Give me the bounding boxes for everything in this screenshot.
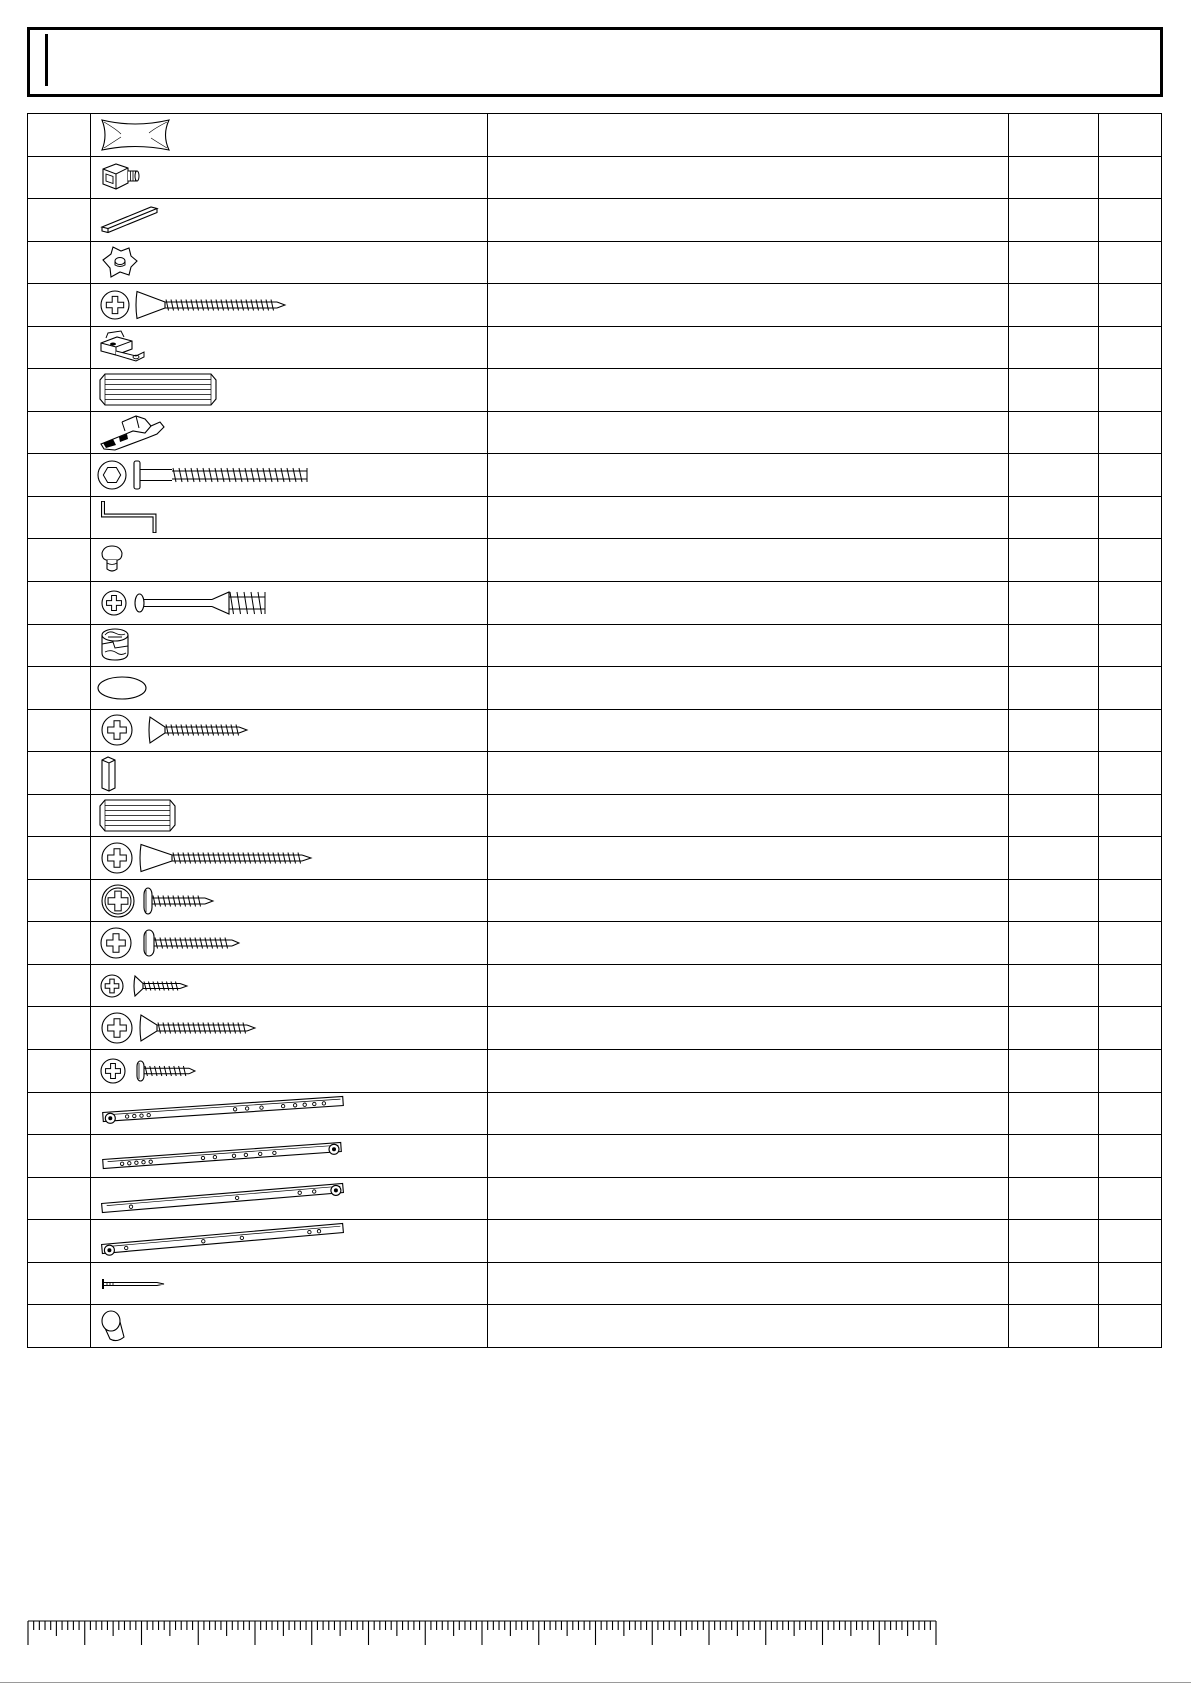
part-quantity-cell <box>1009 1262 1099 1305</box>
part-number-cell <box>28 114 91 157</box>
ruler-ticks <box>28 1621 936 1645</box>
part-quantity-cell <box>1009 1092 1099 1135</box>
part-image-cell <box>91 284 488 327</box>
part-description-cell <box>488 1262 1009 1305</box>
part-check-cell <box>1099 879 1162 922</box>
part-description-cell <box>488 241 1009 284</box>
part-image-cell <box>91 241 488 284</box>
part-quantity-cell <box>1009 922 1099 965</box>
part-image-cell <box>91 1220 488 1263</box>
part-number-cell <box>28 1262 91 1305</box>
part-check-cell <box>1099 496 1162 539</box>
parts-row <box>28 837 1162 880</box>
part-quantity-cell <box>1009 454 1099 497</box>
part-number-cell <box>28 156 91 199</box>
part-number-cell <box>28 922 91 965</box>
part-quantity-cell <box>1009 156 1099 199</box>
part-check-cell <box>1099 369 1162 412</box>
part-number-cell <box>28 411 91 454</box>
countersunk-screw-short-icon <box>91 966 486 1006</box>
parts-row <box>28 369 1162 412</box>
title-box <box>27 27 1163 97</box>
parts-row <box>28 709 1162 752</box>
hinge-mounting-plate-icon <box>91 328 486 368</box>
part-description-cell <box>488 1177 1009 1220</box>
part-number-cell <box>28 794 91 837</box>
part-quantity-cell <box>1009 411 1099 454</box>
part-number-cell <box>28 1135 91 1178</box>
part-description-cell <box>488 454 1009 497</box>
countersunk-screw-icon <box>91 710 486 750</box>
part-description-cell <box>488 1007 1009 1050</box>
part-quantity-cell <box>1009 284 1099 327</box>
handle-icon <box>91 200 486 240</box>
part-number-cell <box>28 709 91 752</box>
part-image-cell <box>91 964 488 1007</box>
part-check-cell <box>1099 667 1162 710</box>
part-description-cell <box>488 1220 1009 1263</box>
measurement-ruler <box>27 1620 937 1648</box>
part-image-cell <box>91 794 488 837</box>
part-check-cell <box>1099 837 1162 880</box>
part-description-cell <box>488 794 1009 837</box>
part-check-cell <box>1099 284 1162 327</box>
part-number-cell <box>28 539 91 582</box>
cam-lock-icon <box>91 625 486 665</box>
part-quantity-cell <box>1009 624 1099 667</box>
nail-icon <box>91 1264 486 1304</box>
part-number-cell <box>28 1177 91 1220</box>
part-number-cell <box>28 1305 91 1348</box>
part-check-cell <box>1099 794 1162 837</box>
parts-row <box>28 241 1162 284</box>
countersunk-screw-extra-long-icon <box>91 838 486 878</box>
parts-row <box>28 284 1162 327</box>
parts-row <box>28 411 1162 454</box>
countersunk-screw-medium-icon <box>91 1008 486 1048</box>
part-check-cell <box>1099 411 1162 454</box>
part-check-cell <box>1099 1092 1162 1135</box>
parts-row <box>28 326 1162 369</box>
part-check-cell <box>1099 1007 1162 1050</box>
pan-head-screw-short-icon <box>91 1051 486 1091</box>
part-check-cell <box>1099 582 1162 625</box>
bumper-pad-icon <box>91 1306 486 1346</box>
part-description-cell <box>488 114 1009 157</box>
part-image-cell <box>91 539 488 582</box>
part-description-cell <box>488 1050 1009 1093</box>
parts-row <box>28 1305 1162 1348</box>
part-image-cell <box>91 411 488 454</box>
part-quantity-cell <box>1009 199 1099 242</box>
part-description-cell <box>488 752 1009 795</box>
page-edge-line <box>0 1682 1191 1683</box>
part-description-cell <box>488 284 1009 327</box>
part-description-cell <box>488 964 1009 1007</box>
part-number-cell <box>28 879 91 922</box>
square-peg-icon <box>91 753 486 793</box>
connector-fitting-icon <box>91 157 486 197</box>
part-description-cell <box>488 922 1009 965</box>
part-check-cell <box>1099 326 1162 369</box>
part-quantity-cell <box>1009 1220 1099 1263</box>
part-image-cell <box>91 582 488 625</box>
part-check-cell <box>1099 1050 1162 1093</box>
part-check-cell <box>1099 964 1162 1007</box>
parts-row <box>28 156 1162 199</box>
part-number-cell <box>28 837 91 880</box>
part-quantity-cell <box>1009 1050 1099 1093</box>
drawer-slide-rail-c-icon <box>91 1178 486 1218</box>
part-image-cell <box>91 752 488 795</box>
part-image-cell <box>91 156 488 199</box>
part-quantity-cell <box>1009 369 1099 412</box>
part-quantity-cell <box>1009 1007 1099 1050</box>
parts-row <box>28 1007 1162 1050</box>
tee-nut-icon <box>91 242 486 282</box>
part-check-cell <box>1099 752 1162 795</box>
parts-row <box>28 1262 1162 1305</box>
parts-table-body <box>28 114 1162 1348</box>
concealed-hinge-icon <box>91 413 486 453</box>
parts-row <box>28 1220 1162 1263</box>
part-image-cell <box>91 1050 488 1093</box>
part-description-cell <box>488 624 1009 667</box>
part-check-cell <box>1099 156 1162 199</box>
part-number-cell <box>28 496 91 539</box>
part-quantity-cell <box>1009 496 1099 539</box>
part-image-cell <box>91 199 488 242</box>
parts-row <box>28 1092 1162 1135</box>
part-number-cell <box>28 454 91 497</box>
pan-head-screw-icon <box>91 923 486 963</box>
parts-row <box>28 199 1162 242</box>
parts-row <box>28 879 1162 922</box>
part-number-cell <box>28 667 91 710</box>
part-check-cell <box>1099 1220 1162 1263</box>
part-check-cell <box>1099 624 1162 667</box>
part-image-cell <box>91 1007 488 1050</box>
title-accent-bar <box>45 34 48 86</box>
part-check-cell <box>1099 114 1162 157</box>
hex-connector-bolt-icon <box>91 455 486 495</box>
part-number-cell <box>28 1092 91 1135</box>
cam-bolt-icon <box>91 583 486 623</box>
part-quantity-cell <box>1009 582 1099 625</box>
part-image-cell <box>91 879 488 922</box>
part-image-cell <box>91 837 488 880</box>
part-image-cell <box>91 922 488 965</box>
part-quantity-cell <box>1009 326 1099 369</box>
parts-row <box>28 582 1162 625</box>
parts-table <box>27 113 1162 1348</box>
part-description-cell <box>488 411 1009 454</box>
part-number-cell <box>28 284 91 327</box>
part-description-cell <box>488 369 1009 412</box>
part-description-cell <box>488 1305 1009 1348</box>
parts-row <box>28 1050 1162 1093</box>
part-description-cell <box>488 837 1009 880</box>
part-description-cell <box>488 156 1009 199</box>
fabric-sheet-icon <box>91 115 486 155</box>
part-description-cell <box>488 1092 1009 1135</box>
parts-row <box>28 752 1162 795</box>
part-description-cell <box>488 1135 1009 1178</box>
part-image-cell <box>91 496 488 539</box>
part-number-cell <box>28 1007 91 1050</box>
parts-row <box>28 922 1162 965</box>
part-image-cell <box>91 667 488 710</box>
allen-key-icon <box>91 498 486 538</box>
part-number-cell <box>28 582 91 625</box>
part-description-cell <box>488 496 1009 539</box>
part-check-cell <box>1099 709 1162 752</box>
parts-row <box>28 114 1162 157</box>
part-quantity-cell <box>1009 241 1099 284</box>
wooden-dowel-small-icon <box>91 796 486 836</box>
wafer-head-screw-icon <box>91 881 486 921</box>
part-image-cell <box>91 1092 488 1135</box>
part-number-cell <box>28 326 91 369</box>
part-image-cell <box>91 624 488 667</box>
part-description-cell <box>488 326 1009 369</box>
parts-row <box>28 667 1162 710</box>
part-quantity-cell <box>1009 709 1099 752</box>
drawer-slide-rail-d-icon <box>91 1221 486 1261</box>
part-description-cell <box>488 199 1009 242</box>
part-quantity-cell <box>1009 667 1099 710</box>
part-number-cell <box>28 369 91 412</box>
parts-row <box>28 496 1162 539</box>
part-image-cell <box>91 114 488 157</box>
part-check-cell <box>1099 922 1162 965</box>
part-check-cell <box>1099 1305 1162 1348</box>
part-check-cell <box>1099 1177 1162 1220</box>
part-check-cell <box>1099 1135 1162 1178</box>
part-quantity-cell <box>1009 964 1099 1007</box>
part-image-cell <box>91 369 488 412</box>
drawer-slide-rail-b-icon <box>91 1136 486 1176</box>
part-image-cell <box>91 1262 488 1305</box>
part-description-cell <box>488 539 1009 582</box>
part-number-cell <box>28 1220 91 1263</box>
drawer-slide-rail-a-icon <box>91 1093 486 1133</box>
cover-cap-icon <box>91 668 486 708</box>
wooden-dowel-large-icon <box>91 370 486 410</box>
part-quantity-cell <box>1009 794 1099 837</box>
parts-row <box>28 454 1162 497</box>
part-image-cell <box>91 454 488 497</box>
part-check-cell <box>1099 1262 1162 1305</box>
shelf-support-pin-icon <box>91 540 486 580</box>
parts-row <box>28 1135 1162 1178</box>
part-check-cell <box>1099 241 1162 284</box>
parts-row <box>28 1177 1162 1220</box>
part-description-cell <box>488 879 1009 922</box>
part-number-cell <box>28 241 91 284</box>
countersunk-screw-long-icon <box>91 285 486 325</box>
part-number-cell <box>28 199 91 242</box>
parts-row <box>28 624 1162 667</box>
part-image-cell <box>91 1305 488 1348</box>
part-description-cell <box>488 667 1009 710</box>
parts-row <box>28 794 1162 837</box>
parts-row <box>28 964 1162 1007</box>
part-quantity-cell <box>1009 837 1099 880</box>
part-image-cell <box>91 1177 488 1220</box>
part-description-cell <box>488 709 1009 752</box>
part-quantity-cell <box>1009 752 1099 795</box>
part-quantity-cell <box>1009 1305 1099 1348</box>
part-number-cell <box>28 964 91 1007</box>
part-quantity-cell <box>1009 879 1099 922</box>
part-check-cell <box>1099 199 1162 242</box>
part-description-cell <box>488 582 1009 625</box>
parts-row <box>28 539 1162 582</box>
part-check-cell <box>1099 539 1162 582</box>
part-number-cell <box>28 752 91 795</box>
part-image-cell <box>91 1135 488 1178</box>
part-number-cell <box>28 1050 91 1093</box>
part-quantity-cell <box>1009 114 1099 157</box>
part-image-cell <box>91 326 488 369</box>
part-number-cell <box>28 624 91 667</box>
part-check-cell <box>1099 454 1162 497</box>
part-image-cell <box>91 709 488 752</box>
part-quantity-cell <box>1009 539 1099 582</box>
part-quantity-cell <box>1009 1135 1099 1178</box>
part-quantity-cell <box>1009 1177 1099 1220</box>
